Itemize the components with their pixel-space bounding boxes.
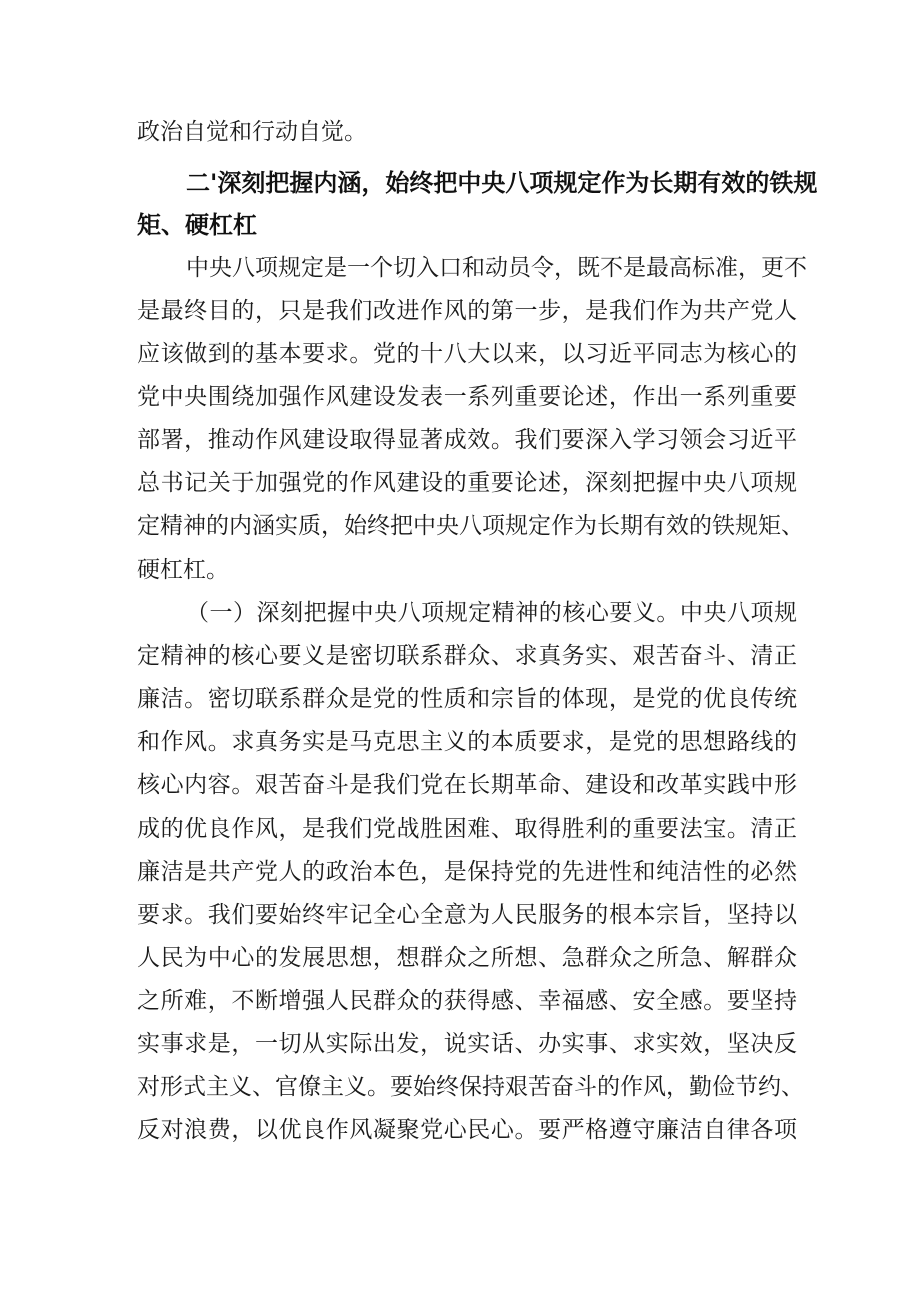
paragraph-2-line: （一）深刻把握中央八项规定精神的核心要义。中央八项规 — [186, 600, 797, 626]
paragraph-2-line: 廉洁。密切联系群众是党的性质和宗旨的体现，是党的优良传统 — [137, 686, 797, 712]
paragraph-1-line: 应该做到的基本要求。党的十八大以来，以习近平同志为核心的 — [137, 341, 797, 367]
paragraph-1-line: 部署，推动作风建设取得显著成效。我们要深入学习领会习近平 — [137, 427, 797, 453]
paragraph-1-line: 硬杠杠。 — [137, 557, 229, 583]
section-heading-line-2: 矩、硬杠杠 — [137, 211, 257, 239]
paragraph-2-line: 人民为中心的发展思想，想群众之所想、急群众之所急、解群众 — [137, 945, 797, 971]
paragraph-2-line: 廉洁是共产党人的政治本色，是保持党的先进性和纯洁性的必然 — [137, 859, 797, 885]
paragraph-2-line: 核心内容。艰苦奋斗是我们党在长期革命、建设和改革实践中形 — [137, 772, 797, 798]
paragraph-2-line: 对形式主义、官僚主义。要始终保持艰苦奋斗的作风，勤俭节约、 — [137, 1074, 804, 1100]
paragraph-2-line: 成的优良作风，是我们党战胜困难、取得胜利的重要法宝。清正 — [137, 816, 797, 842]
section-heading-line-1: 二'深刻把握内涵，始终把中央八项规定作为长期有效的铁规 — [186, 169, 818, 197]
paragraph-2-line: 要求。我们要始终牢记全心全意为人民服务的根本宗旨，坚持以 — [137, 902, 797, 928]
paragraph-1-line: 是最终目的，只是我们改进作风的第一步，是我们作为共产党人 — [137, 298, 797, 324]
paragraph-1-line: 总书记关于加强党的作风建设的重要论述，深刻把握中央八项规 — [137, 470, 797, 496]
intro-line: 政治自觉和行动自觉。 — [137, 119, 367, 145]
paragraph-1-line: 中央八项规定是一个切入口和动员令，既不是最高标准，更不 — [186, 255, 807, 281]
paragraph-2-line: 之所难，不断增强人民群众的获得感、幸福感、安全感。要坚持 — [137, 988, 797, 1014]
paragraph-2-line: 反对浪费，以优良作风凝聚党心民心。要严格遵守廉洁自律各项 — [137, 1117, 797, 1143]
paragraph-2-line: 实事求是，一切从实际出发，说实话、办实事、求实效，坚决反 — [137, 1031, 797, 1057]
paragraph-2-line: 和作风。求真务实是马克思主义的本质要求，是党的思想路线的 — [137, 729, 797, 755]
paragraph-2-line: 定精神的核心要义是密切联系群众、求真务实、艰苦奋斗、清正 — [137, 643, 797, 669]
paragraph-1-line: 党中央围绕加强作风建设发表一系列重要论述，作出一系列重要 — [137, 384, 797, 410]
paragraph-1-line: 定精神的内涵实质，始终把中央八项规定作为长期有效的铁规矩、 — [137, 513, 804, 539]
